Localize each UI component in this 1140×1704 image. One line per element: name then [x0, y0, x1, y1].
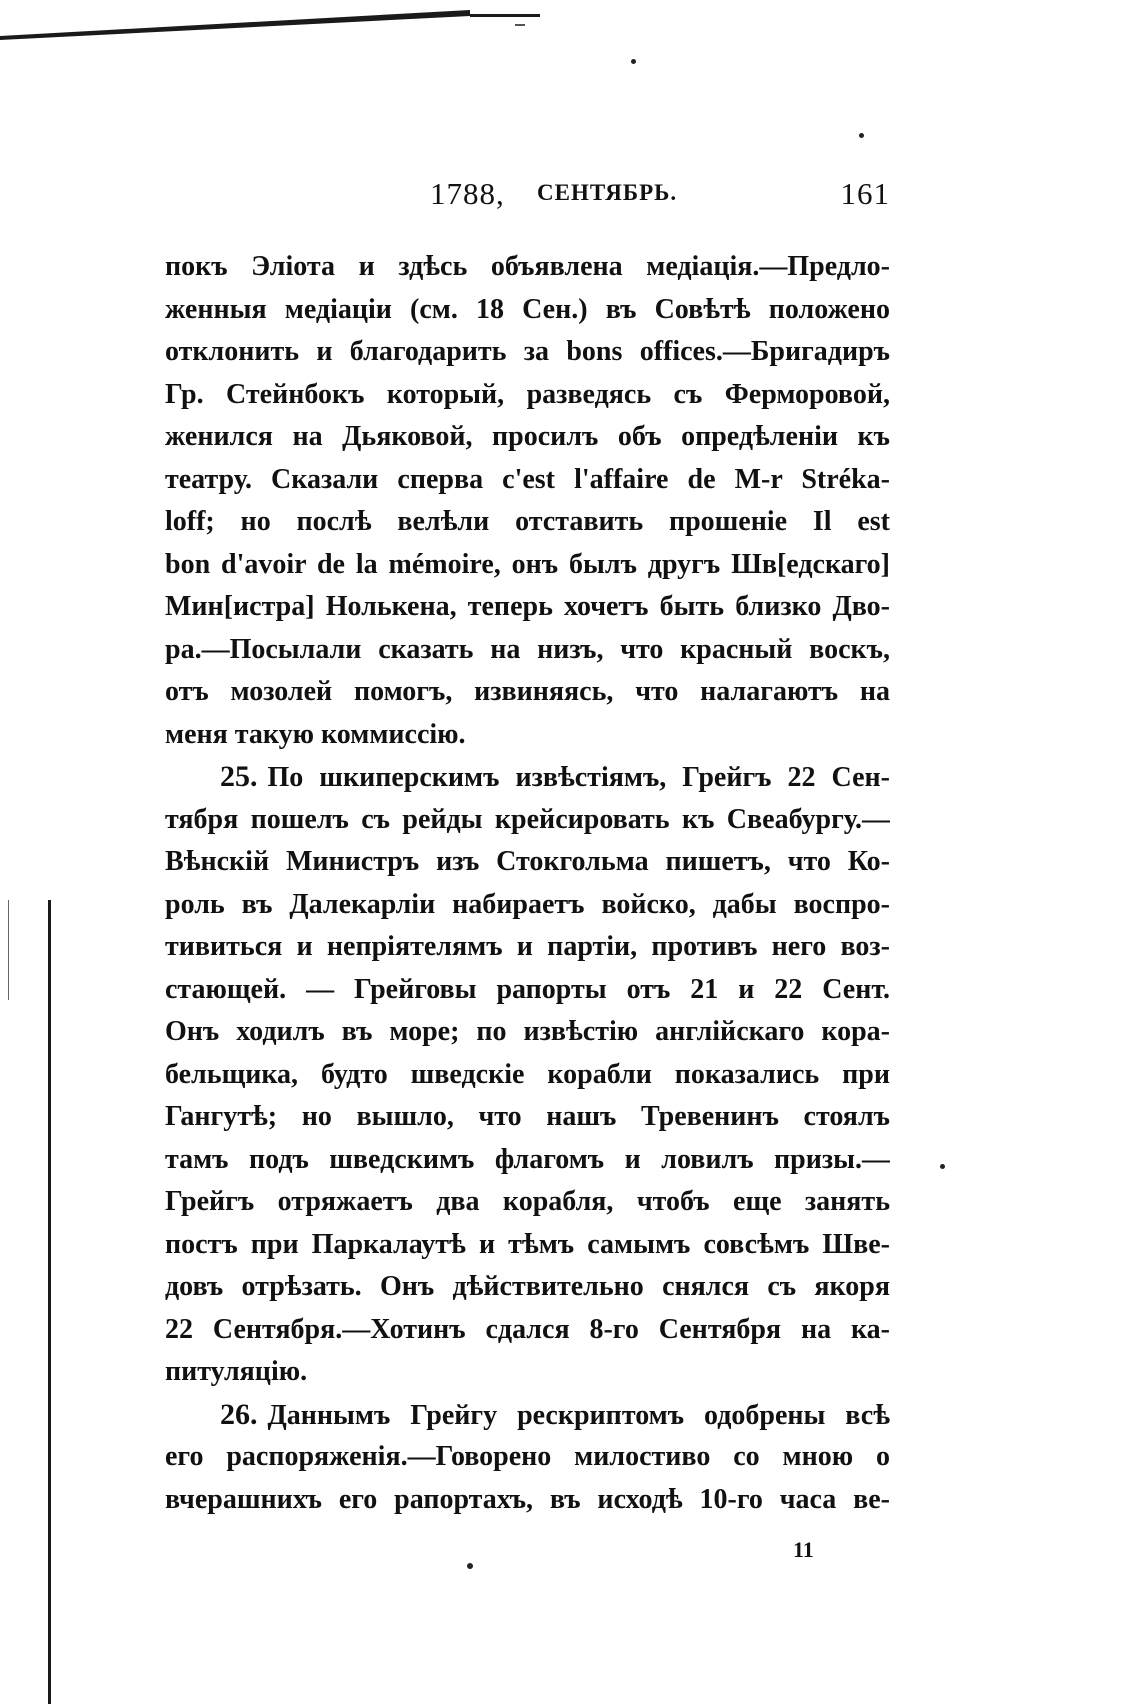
text-line: отъ мозолей помогъ, извиняясь, что налагаютъ на [165, 676, 890, 707]
text-line: Гангутѣ; но вышло, что нашъ Тревенинъ стоялъ [165, 1101, 890, 1132]
scan-speck [467, 1563, 473, 1569]
text-line: loff; но послѣ велѣли отставить прошеніе Il est [165, 506, 890, 537]
text-line: постъ при Паркалаутѣ и тѣмъ самымъ совсѣмъ Шве- [165, 1228, 890, 1260]
text-line: По шкиперскимъ извѣстіямъ, Грейгъ 22 Сен- [267, 762, 890, 793]
paragraph-first-line [165, 756, 890, 799]
scan-speck [940, 1164, 945, 1169]
text-line: Гр. Стейнбокъ который, разведясь съ Ферморовой, [165, 378, 890, 410]
text-line: Даннымъ Грейгу рескриптомъ одобрены всѣ [267, 1399, 890, 1431]
text-line: довъ отрѣзать. Онъ дѣйствительно снялся съ якоря [165, 1271, 890, 1302]
text-line: Грейгъ отряжаетъ два корабля, чтобъ еще занять [165, 1186, 890, 1217]
text-line: bon d'avoir de la mémoire, онъ былъ другъ Шв[едскаго] [165, 548, 890, 580]
paragraph-number: 26. [220, 1397, 258, 1431]
text-line: тября пошелъ съ рейды крейсировать къ Свеабургу.— [165, 803, 890, 835]
text-line: театру. Сказали сперва c'est l'affaire de M-r Stréka- [165, 463, 890, 495]
text-line: его распоряженія.—Говорено милостиво со мною о [165, 1441, 890, 1472]
scan-speck [631, 59, 636, 64]
paragraph-number: 25. [220, 760, 258, 793]
header-month: СЕНТЯБРЬ. [537, 180, 678, 205]
text-line: 22 Сентября.—Хотинъ сдался 8-го Сентября на ка- [165, 1313, 890, 1345]
scan-smear-mark [0, 0, 560, 50]
text-line: женныя медіаціи (см. 18 Сен.) въ Совѣтѣ положено [165, 293, 890, 325]
text-line: тамъ подъ шведскимъ флагомъ и ловилъ призы.— [165, 1143, 890, 1175]
body-text [165, 246, 890, 1521]
text-line: питуляцію. [165, 1356, 308, 1387]
text-line: меня такую коммиссію. [165, 718, 466, 750]
scan-margin-line-thin [8, 900, 9, 1000]
paragraph-first-line [165, 1394, 890, 1437]
text-line: тивиться и непріятелямъ и партіи, противъ него воз- [165, 931, 890, 962]
scan-speck [859, 133, 864, 138]
text-line: Онъ ходилъ въ море; по извѣстію англійскаго кора- [165, 1016, 890, 1047]
page-number: 161 [840, 176, 890, 211]
running-head [430, 176, 890, 216]
text-line: покъ Эліота и здѣсь объявлена медіація.—Предло- [165, 251, 890, 282]
text-line: стающей. — Грейговы рапорты отъ 21 и 22 Сент. [165, 973, 890, 1005]
text-line: Вѣнскій Министръ изъ Стокгольма пишетъ, что Ко- [165, 846, 890, 877]
text-line: вчерашнихъ его рапортахъ, въ исходѣ 10-го часа ве- [165, 1483, 890, 1515]
text-line: отклонить и благодарить за bons offices.—Бригадиръ [165, 336, 890, 367]
signature-mark: 11 [793, 1537, 814, 1562]
text-line: роль въ Далекарліи набираетъ войско, дабы воспро- [165, 888, 890, 920]
text-line: женился на Дьяковой, просилъ объ опредѣленіи къ [165, 421, 890, 452]
text-line: ра.—Посылали сказать на низъ, что красный воскъ, [165, 633, 890, 665]
text-line: бельщика, будто шведскіе корабли показались при [165, 1058, 890, 1090]
text-line: Мин[истра] Нолькена, теперь хочетъ быть близко Дво- [165, 591, 890, 622]
header-year: 1788, [430, 176, 505, 211]
scan-margin-line [48, 900, 51, 1704]
